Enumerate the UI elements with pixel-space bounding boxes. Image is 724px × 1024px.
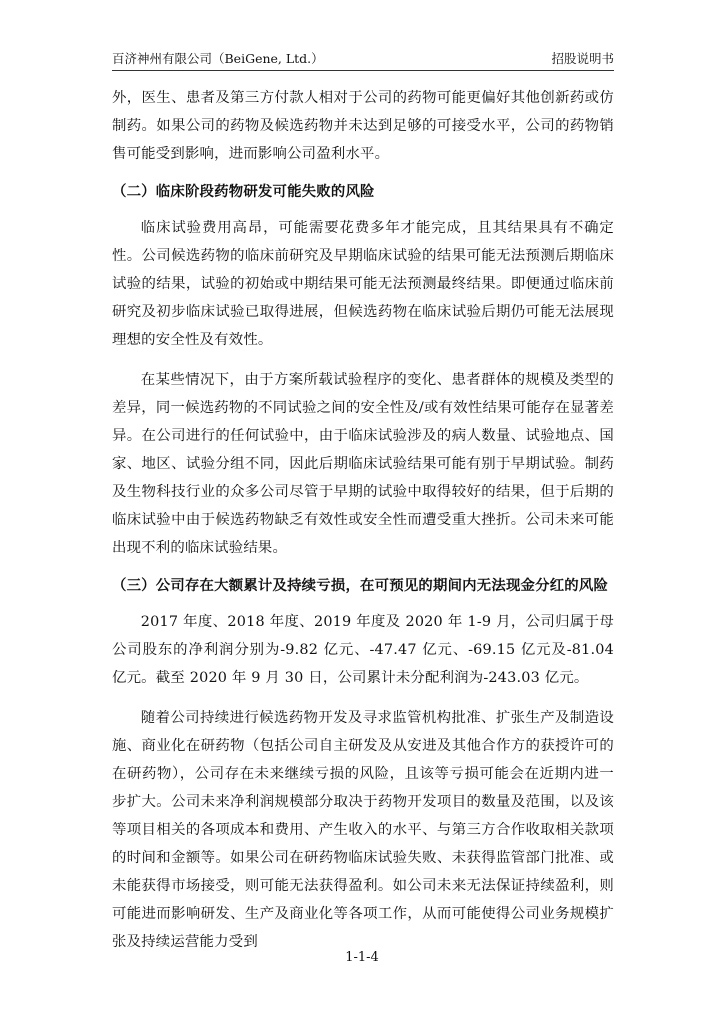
section-heading-2: （二）临床阶段药物研发可能失败的风险 (112, 184, 375, 200)
paragraph-net-loss: 2017 年度、2018 年度、2019 年度及 2020 年 1-9 月，公司归属于母公司股东的净利润分别为-9.82 亿元、-47.47 亿元、-69.15 亿元及-81.04 亿元。截至 2020 年 9 月 30 日，公司累计未分配利润为-243.03 亿元。 (112, 614, 614, 686)
paragraph-continued-loss-risk: 随着公司持续进行候选药物开发及寻求监管机构批准、扩张生产及制造设施、商业化在研药物（包括公司自主研发及从安进及其他合作方的获授许可的在研药物），公司存在未来继续亏损的风险，且该等亏损可能会在近期内进一步扩大。公司未来净利润规模部分取决于药物开发项目的数量及范围，以及该等项目相关的各项成本和费用、产生收入的水平、与第三方合作收取相关款项的时间和金额等。如果公司在研药物临床试验失败、未获得监管部门批准、或未能获得市场接受，则可能无法获得盈利。如公司未来无法保证持续盈利，则可能进而影响研发、生产及商业化等各项工作，从而可能使得公司业务规模扩张及持续运营能力受到 (112, 710, 614, 950)
header-document-type: 招股说明书 (551, 51, 614, 66)
page-header (112, 50, 614, 71)
page-number: 1-1-4 (345, 950, 379, 965)
section-heading-3: （三）公司存在大额累计及持续亏损，在可预见的期间内无法现金分红的风险 (112, 578, 609, 594)
paragraph-clinical-cost: 临床试验费用高昂，可能需要花费多年才能完成，且其结果具有不确定性。公司候选药物的临床前研究及早期临床试验的结果可能无法预测后期临床试验的结果，试验的初始或中期结果可能无法预测最终结果。即便通过临床前研究及初步临床试验已取得进展，但候选药物在临床试验后期仍可能无法展现理想的安全性及有效性。 (112, 220, 614, 348)
paragraph-continued: 外，医生、患者及第三方付款人相对于公司的药物可能更偏好其他创新药或仿制药。如果公司的药物及候选药物并未达到足够的可接受水平，公司的药物销售可能受到影响，进而影响公司盈利水平。 (112, 90, 614, 162)
paragraph-trial-variance: 在某些情况下，由于方案所载试验程序的变化、患者群体的规模及类型的差异，同一候选药物的不同试验之间的安全性及/或有效性结果可能存在显著差异。在公司进行的任何试验中，由于临床试验涉及的病人数量、试验地点、国家、地区、试验分组不同，因此后期临床试验结果可能有别于早期试验。制药及生物科技行业的众多公司尽管于早期的试验中取得较好的结果，但于后期的临床试验中由于候选药物缺乏有效性或安全性而遭受重大挫折。公司未来可能出现不利的临床试验结果。 (112, 372, 614, 556)
document-body (112, 84, 614, 956)
header-company-name: 百济神州有限公司（BeiGene, Ltd.） (112, 51, 324, 66)
